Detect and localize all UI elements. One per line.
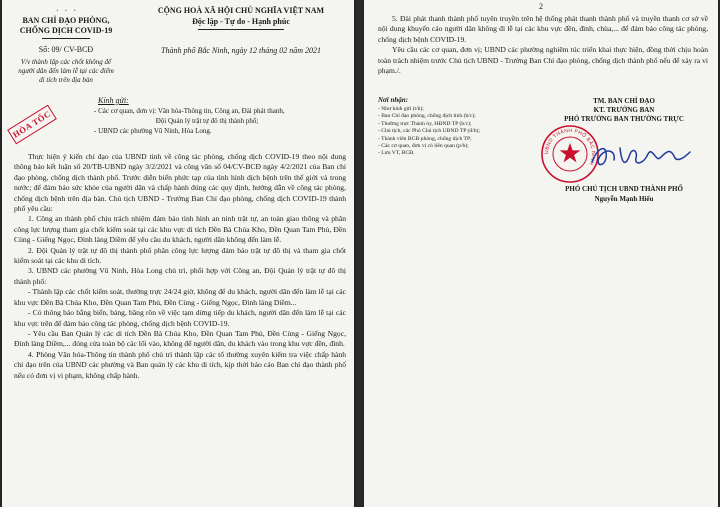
item-3-c: - Yêu cầu Ban Quản lý các di tích Đền Bà Chúa Kho, Đền Quan Tam Phủ, Đền Cùng - Giếng Ngọc, Đình làng Diềm,... đóng cửa toàn bộ các lối vào, không để người dân, du khách vào trong khu vực đền, đình. [14,328,346,349]
issuer-underline [42,38,90,39]
distribution-item: - Ban Chỉ đạo phòng, chống dịch tỉnh (b/c); [378,113,476,120]
page2-body [378,14,708,76]
distribution-item: - Chủ tịch, các Phó Chủ tịch UBND TP (đ/b); [378,128,480,135]
seal-text: UBND THÀNH PHỐ BẮC NINH [543,127,597,167]
item-3-b: - Có thông báo bằng biển, bảng, băng rôn về việc tạm dừng tiếp du khách, người dân đến làm lễ tại các khu vực trên để đảm bảo công tác phòng, chống dịch bệnh COVID-19. [14,308,346,328]
redacted-agency-line: · · · [55,6,76,15]
item-4: 4. Phòng Văn hóa-Thông tin thành phố chủ trì thành lập các tổ thường xuyên kiểm tra việc chấp hành chỉ đạo trên của UBND các phường và Ban quản lý các khu di tích, kịp thời báo cáo Ban chỉ đạo thành phố nếu có đơn vị vi phạm, không chấp hành. [14,349,346,380]
subject-line-1: V/v thành lập các chốt không để [20,58,112,66]
intro-paragraph: Thực hiện ý kiến chỉ đạo của UBND tỉnh về công tác phòng, chống dịch COVID-19 theo nội dung thông báo kết luận số 20/TB-UBND ngày 3/2/2021 và công văn số 04/CV-BCĐ ngày 4/2/2021 của Ban chỉ đạo phòng, chống dịch thành phố. Trước diễn biến phức tạp của tình hình dịch bệnh trên thế giới và trong nước; để đảm bảo sức khỏe của người dân và chấp hành đúng các quy định, hướng dẫn về công tác phòng, chống dịch bệnh trên địa bàn. Chủ tịch UBND - Trưởng Ban Chỉ đạo phòng, chống dịch COVID-19 thành phố yêu cầu: [14,152,346,214]
national-motto: Độc lập - Tự do - Hạnh phúc [192,17,290,26]
subject-line-3: di tích trên địa bàn [39,76,93,84]
item-3-a: - Thành lập các chốt kiểm soát, thường trực 24/24 giờ, không để du khách, người dân đến làm lễ tại các khu vực Đền Bà Chúa Kho, Đền Quan Tam Phủ, Đền Cùng - Giếng Ngọc, Đình làng Diềm... [14,287,346,307]
national-title: CỘNG HOÀ XÃ HỘI CHỦ NGHĨA VIỆT NAM [157,6,325,15]
item-1: 1. Công an thành phố chịu trách nhiệm đảm bảo tình hình an ninh trật tự, an toàn giao thông và phân công lực lượng tham gia chốt kiểm soát tại các khu vực di tích Đền Bà Chúa Kho, Đền Quan Tam Phủ, Đền Cùng - Giếng Ngọc, Đình làng Diềm để yêu cầu du khách, người dân không đến làm lễ. [14,214,346,245]
distribution-item: - Lưu VT, BCĐ. [378,150,415,157]
distribution-label: Nơi nhận: [378,96,409,104]
distribution-item: - Thành viên BCĐ phòng, chống dịch TP; [378,135,472,142]
recipient-2: - UBND các phường Vũ Ninh, Hòa Long. [94,127,212,135]
signer-title: PHÓ CHỦ TỊCH UBND THÀNH PHỐ [565,185,683,193]
document-date: Thành phố Bắc Ninh, ngày 12 tháng 02 năm 2021 [161,46,321,55]
subject-line-2: người dân đến làm lễ tại các điểm [18,67,114,75]
distribution-item: - Thường trực Thành ủy, HĐND TP (b/c); [378,120,472,127]
document-number: Số: 09/ CV-BCĐ [38,45,94,54]
signature-line-1: TM. BAN CHỈ ĐẠO [593,97,655,105]
item-2: 2. Đội Quản lý trật tự đô thị thành phố phân công lực lượng đảm bảo trật tự đô thị và tham gia chốt kiểm soát tại các khu di tích. [14,245,346,266]
distribution-item: - Như kính gửi (t/h); [378,106,424,112]
recipient-1: - Các cơ quan, đơn vị: Văn hóa-Thông tin, Công an, Đài phát thanh, [94,107,285,115]
signature-line-3: PHÓ TRƯỞNG BAN THƯỜNG TRỰC [564,115,684,123]
issuer-line-2: CHỐNG DỊCH COVID-19 [19,26,113,35]
distribution-item: - Các cơ quan, đơn vị có liên quan (p/h); [378,143,469,150]
item-5: 5. Đài phát thanh thành phố tuyên truyền trên hệ thống phát thanh thành phố và truyền thanh cơ sở về nội dung khuyến cáo người dân không đi lễ tại các khu vực đền, đình, chùa,... để đảm bảo công tác phòng, chống dịch bệnh COVID-19. [378,14,708,44]
signer-name: Nguyễn Mạnh Hiếu [594,195,654,203]
distribution-list [378,106,550,158]
document-page-2 [364,0,718,507]
recipients-label: Kính gửi: [98,96,129,105]
page-number: 2 [539,2,543,11]
issuer-line-1: BAN CHỈ ĐẠO PHÒNG, [22,16,110,25]
document-body [14,152,346,381]
urgent-stamp: HỎA TỐC [7,105,57,145]
recipient-1-cont: Đội Quản lý trật tự đô thị thành phố; [155,117,259,125]
handwritten-signature [586,136,696,176]
closing-paragraph: Yêu cầu các cơ quan, đơn vị; UBND các phường nghiêm túc triển khai thực hiện, đồng thời chịu hoàn toàn trách nhiệm trước Chủ tịch UBND - Trưởng Ban Chỉ đạo phòng, chống dịch thành phố nếu để xảy ra vi phạm./. [378,45,708,76]
document-page-1 [2,0,354,507]
signature-line-2: KT. TRƯỞNG BAN [593,106,655,114]
item-3: 3. UBND các phường Vũ Ninh, Hòa Long chủ trì, phối hợp với Công an, Đội Quản lý trật tự đô thị thành phố: [14,266,346,286]
motto-underline [198,29,284,30]
